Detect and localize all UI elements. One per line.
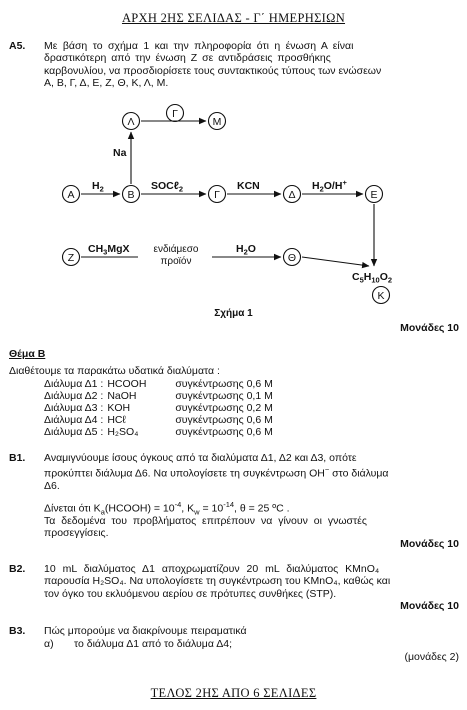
b3-line-1: Πώς μπορούμε να διακρίνουμε πειραματικά	[44, 625, 247, 637]
question-number-b2: B2.	[9, 563, 26, 575]
node-g-top-label: Γ	[172, 108, 178, 120]
given-kw: , K	[181, 502, 195, 515]
b1-note-line-1: Τα δεδομένα του προβλήματος επιτρέπουν να γίνουν οι γνωστές	[44, 515, 367, 527]
given-kw-sub: w	[194, 507, 200, 517]
reagent-kcn: KCN	[237, 180, 260, 192]
b1-line-1: Αναμιγνύουμε ίσους όγκους από τα διαλύματα Δ1, Δ2 και Δ3, οπότε	[44, 452, 357, 464]
b1-note-line-2: προσεγγίσεις.	[44, 527, 109, 540]
node-b-label: Β	[127, 189, 135, 201]
b3-marks: (μονάδες 2)	[404, 651, 459, 663]
intermediate-line-1: ενδιάμεσο	[153, 244, 199, 255]
reagent-h2o: $H_2O$	[236, 243, 256, 257]
solution-concentration: συγκέντρωσης 0,2 Μ	[175, 402, 273, 415]
solution-concentration: συγκέντρωσης 0,1 Μ	[175, 390, 273, 403]
reagent-ch3mgx: $CH_3MgX$	[88, 243, 130, 257]
solution-name: Διάλυμα Δ3 :	[44, 402, 104, 415]
section-title-theme-b: Θέμα Β	[9, 348, 46, 360]
solution-formula: NaOH	[107, 390, 137, 403]
question-a5-text	[44, 40, 458, 89]
question-b2-text	[44, 563, 458, 600]
given-kw-value: = 10	[199, 502, 224, 515]
a5-line-3: καρβονυλίου, να προσδιορίσετε τους συντακτικούς τύπους των ενώσεων	[44, 64, 382, 77]
reagent-h2o-h: $H_2O/H^+$	[312, 178, 347, 194]
a5-marks: Μονάδες 10	[400, 322, 459, 334]
node-e-label: Ε	[370, 189, 378, 201]
solution-row	[44, 390, 277, 402]
solution-formula: HCℓ	[107, 414, 126, 427]
solution-name: Διάλυμα Δ1 :	[44, 378, 104, 390]
b2-line-1: 10 mL διαλύματος Δ1 αποχρωματίζουν 20 mL διαλύματος KMnO₄	[44, 563, 380, 575]
given-ka: Δίνεται ότι K	[44, 502, 101, 515]
solution-concentration: συγκέντρωσης 0,6 Μ	[175, 378, 273, 390]
b1-line-3: Δ6.	[44, 480, 60, 493]
node-l-label: Λ	[127, 116, 135, 128]
reaction-scheme-diagram	[0, 100, 467, 312]
a5-line-1-text: Με βάση το σχήμα 1 και την πληροφορία ότι η ένωση Α είναι	[44, 40, 354, 52]
given-temperature: , θ = 25 ºC .	[234, 502, 290, 515]
b1-line-2a: προκύπτει διάλυμα Δ6. Να υπολογίσετε τη συγκέντρωση OH	[44, 467, 325, 480]
given-ka-exp: -4	[174, 500, 182, 509]
node-z-label: Ζ	[67, 252, 75, 264]
solutions-table	[44, 378, 277, 438]
b1-line-2-sup: −	[324, 465, 330, 475]
node-k-label: Κ	[377, 290, 385, 302]
solution-row	[44, 426, 277, 438]
question-number-b1: B1.	[9, 452, 26, 464]
solution-name: Διάλυμα Δ2 :	[44, 390, 104, 403]
b3-item-label: α)	[44, 638, 54, 650]
solution-concentration: συγκέντρωσης 0,6 Μ	[175, 426, 273, 439]
solution-name: Διάλυμα Δ5 :	[44, 426, 104, 439]
solution-row	[44, 414, 277, 426]
node-th-label: Θ	[287, 252, 297, 264]
b1-line-2	[44, 464, 458, 480]
b2-marks: Μονάδες 10	[400, 600, 459, 612]
b1-marks: Μονάδες 10	[400, 538, 459, 550]
solution-row	[44, 378, 277, 390]
solution-row	[44, 402, 277, 414]
page-footer: ΤΕΛΟΣ 2ΗΣ ΑΠΟ 6 ΣΕΛΙΔΕΣ	[150, 686, 317, 700]
product-formula: $C_5H_{10}O_2$	[352, 271, 393, 285]
reagent-h2: $H_2$	[92, 180, 104, 194]
a5-line-2: δραστικότερη από την ένωση Ζ σε αντιδράσεις προσθήκης	[44, 52, 331, 65]
solution-formula: KOH	[107, 402, 131, 415]
reagent-na: Na	[113, 147, 127, 159]
a5-line-1	[44, 40, 458, 52]
b2-line-2: παρουσία H₂SO₄. Να υπολογίσετε τη συγκέντρωση του KMnO₄, καθώς και	[44, 575, 391, 588]
b2-line-3: τον όγκο του εκλυόμενου αερίου σε πρότυπες συνθήκες (STP).	[44, 587, 337, 600]
node-a-label: Α	[67, 189, 75, 201]
given-ka-sub: a	[100, 507, 105, 517]
figure-caption: Σχήμα 1	[214, 308, 253, 319]
solution-concentration: συγκέντρωσης 0,6 Μ	[175, 414, 273, 427]
solution-formula: H₂SO₄	[107, 426, 139, 439]
solution-name: Διάλυμα Δ4 :	[44, 414, 104, 427]
node-m-label: Μ	[212, 116, 222, 128]
node-g-label: Γ	[214, 189, 220, 201]
node-d-label: Δ	[288, 189, 296, 201]
intermediate-line-2: προϊόν	[160, 256, 192, 267]
a5-line-4: Α, Β, Γ, Δ, Ε, Ζ, Θ, Κ, Λ, Μ.	[44, 76, 169, 89]
page-header: ΑΡΧΗ 2ΗΣ ΣΕΛΙΔΑΣ - Γ΄ ΗΜΕΡΗΣΙΩΝ	[121, 11, 346, 25]
solution-formula: HCOOH	[107, 378, 147, 390]
reagent-socl2: SOCℓ$_2$	[151, 180, 184, 194]
question-number-b3: B3.	[9, 625, 26, 637]
question-number-a5: A5.	[9, 40, 26, 52]
b3-item-text: το διάλυμα Δ1 από το διάλυμα Δ4;	[74, 638, 233, 650]
b1-note	[44, 515, 458, 540]
given-ka-value: (HCOOH) = 10	[104, 502, 175, 515]
given-kw-exp: -14	[223, 500, 235, 509]
theme-b-intro: Διαθέτουμε τα παρακάτω υδατικά διαλύματα :	[9, 365, 220, 377]
b1-line-2b: στο διάλυμα	[329, 467, 389, 480]
question-b1-text	[44, 452, 458, 492]
arrow-th-to-product	[302, 257, 369, 266]
